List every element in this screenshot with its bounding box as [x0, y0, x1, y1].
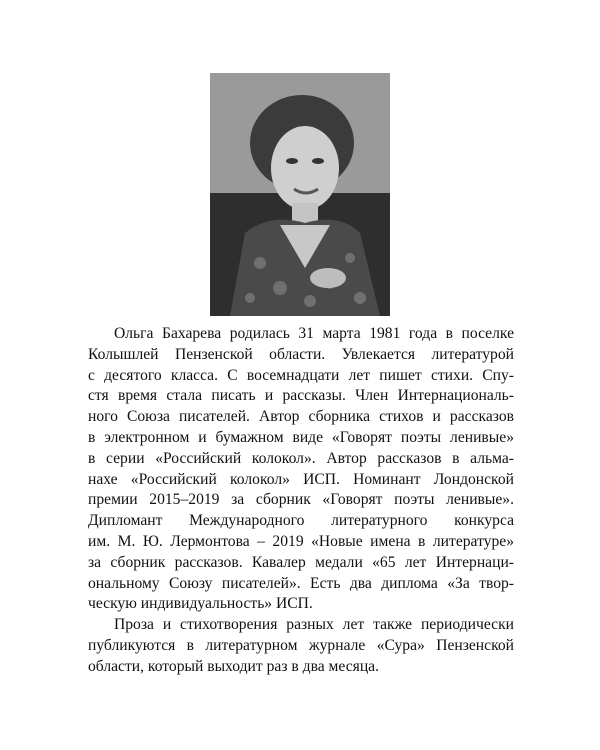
text-line: им. М. Ю. Лермонтова – 2019 «Новые имена в литературе» [88, 532, 514, 550]
text-line: премии 2015–2019 за сборник «Говорят поэты ленивые». [88, 491, 514, 509]
text-line: в серии «Российский колокол». Автор рассказов в альма- [88, 449, 514, 467]
portrait-illustration [210, 73, 390, 316]
biography-text [88, 324, 514, 678]
text-line: ональному Союзу писателей». Есть два диплома «За твор- [88, 574, 514, 592]
text-line: публикуются в литературном журнале «Сура» Пензенской [88, 636, 514, 654]
text-line: с десятого класса. С восемнадцати лет пишет стихи. Спу- [88, 366, 514, 384]
text-line: Дипломант Международного литературного конкурса [88, 512, 514, 530]
text-line: за сборник рассказов. Кавалер медали «65 лет Интернаци- [88, 553, 514, 571]
author-photo [210, 73, 390, 316]
paragraph-2 [88, 615, 514, 677]
text-line: стя время стала писать и рассказы. Член Интернациональ- [88, 387, 514, 405]
text-line: ческую индивидуальность» ИСП. [88, 595, 313, 613]
text-line: Колышлей Пензенской области. Увлекается литературой [88, 345, 514, 363]
text-line: ного Союза писателей. Автор сборника стихов и рассказов [88, 408, 514, 426]
text-line: нахе «Российский колокол» ИСП. Номинант Лондонской [88, 470, 514, 488]
text-line: области, который выходит раз в два месяца. [88, 657, 379, 675]
paragraph-1 [88, 324, 514, 615]
text-line: Ольга Бахарева родилась 31 марта 1981 года в поселке [114, 325, 514, 342]
text-line: Проза и стихотворения разных лет также периодически [114, 616, 514, 634]
text-line: в электронном и бумажном виде «Говорят поэты ленивые» [88, 428, 514, 446]
